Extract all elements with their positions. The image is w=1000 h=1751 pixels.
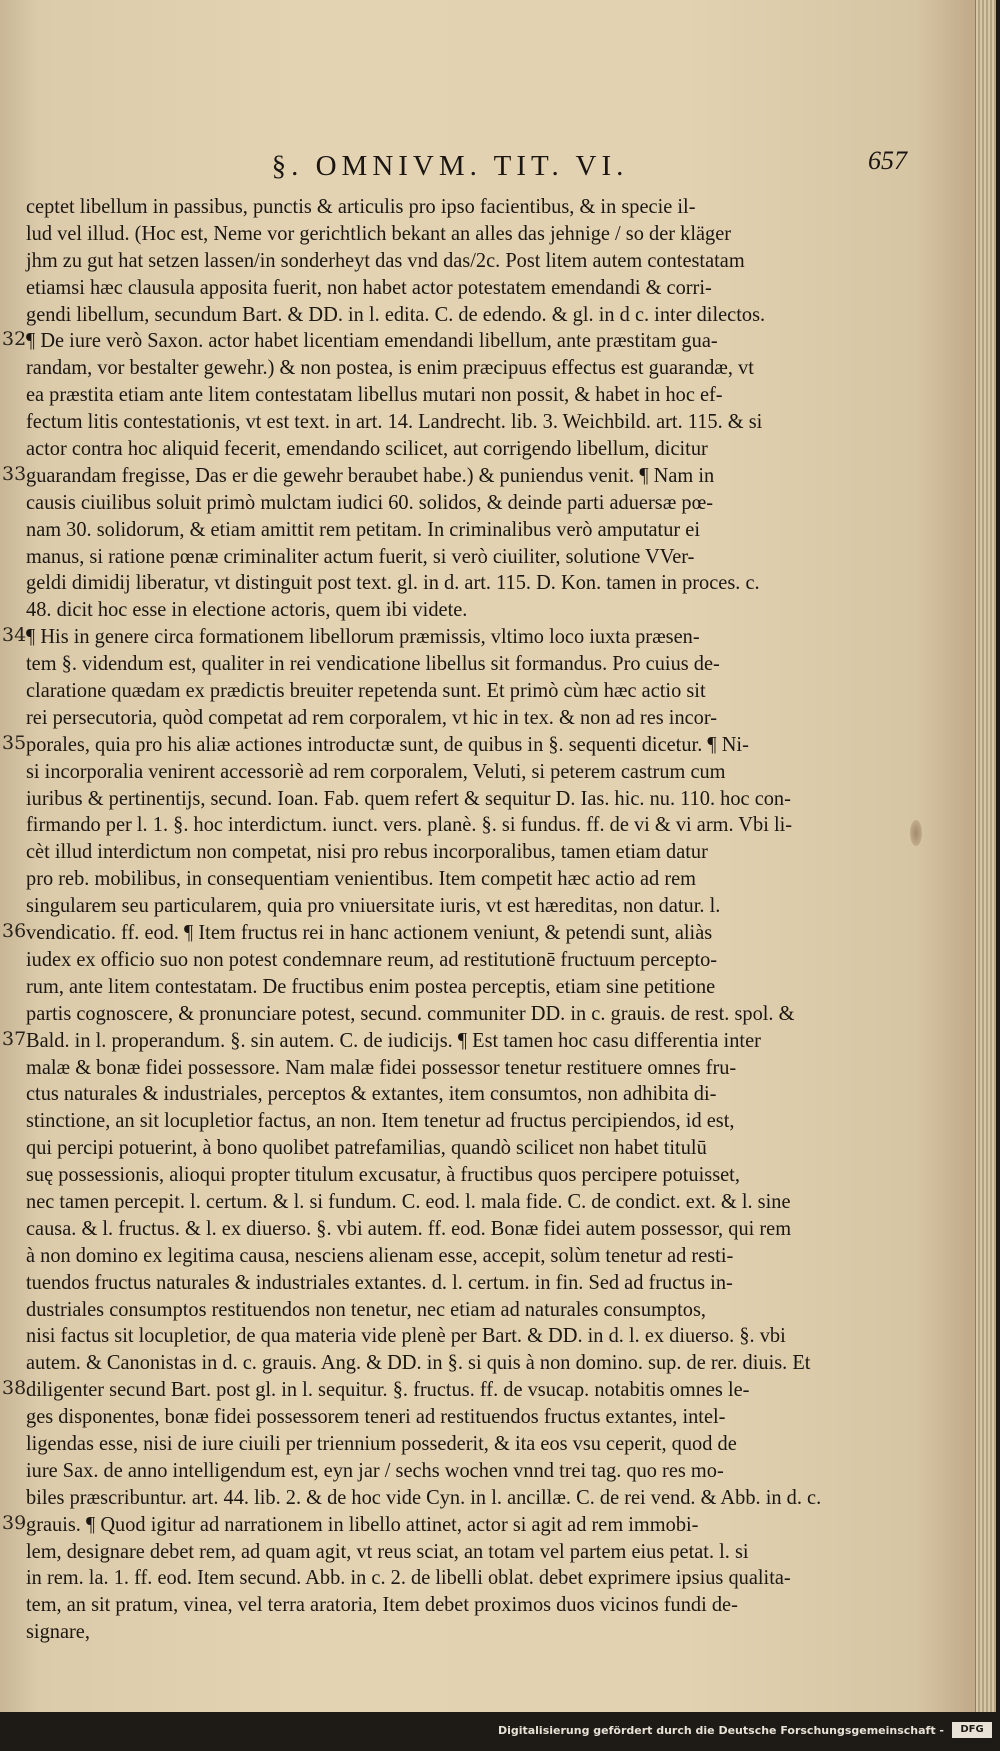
text-line — [26, 544, 976, 571]
text-line — [26, 1404, 976, 1431]
line-text: dustriales consumptos restituendos non tenetur, nec etiam ad naturales consumptos, — [26, 1298, 706, 1321]
body-text — [2, 194, 976, 1646]
line-text: firmando per l. 1. §. hoc interdictum. iunct. vers. planè. §. si fundus. ff. de vi & vi arm. Vbi li- — [26, 814, 793, 837]
footer-credit: Digitalisierung gefördert durch die Deutsche Forschungsgemeinschaft - — [497, 1724, 944, 1737]
line-text: fectum litis contestationis, vt est text. in art. 14. Landrecht. lib. 3. Weichbild. art. 115. & si — [26, 411, 763, 434]
line-text: tuendos fructus naturales & industriales extantes. d. l. certum. in fin. Sed ad fructus in- — [26, 1271, 733, 1294]
text-line — [26, 839, 976, 866]
margin-number: 38 — [2, 1377, 27, 1400]
line-text: geldi dimidij liberatur, vt distinguit post text. gl. in d. art. 115. D. Kon. tamen in proces. c. — [26, 572, 760, 595]
text-line — [26, 1565, 976, 1592]
text-line — [26, 490, 976, 517]
text-line — [2, 920, 976, 947]
text-line — [26, 1619, 976, 1646]
text-line — [26, 1216, 976, 1243]
text-line — [26, 651, 976, 678]
line-text: cèt illud interdictum non competat, nisi pro rebus incorporalibus, tamen etiam datur — [26, 841, 708, 864]
text-line — [26, 1458, 976, 1485]
line-text: nisi factus sit locupletior, de qua materia vide plenè per Bart. & DD. in d. l. ex diuerso. §. vbi — [26, 1325, 786, 1348]
text-line — [26, 1108, 976, 1135]
margin-number: 33 — [2, 462, 27, 485]
line-text: lud vel illud. (Hoc est, Neme vor gerichtlich bekant an alles das jehnige / so der kläger — [26, 222, 732, 245]
text-line — [26, 194, 976, 221]
margin-number: 36 — [2, 920, 27, 943]
line-text: rum, ante litem contestatam. De fructibus enim postea perceptis, etiam sine petitione — [26, 975, 716, 998]
text-line — [26, 248, 976, 275]
text-line — [26, 221, 976, 248]
line-text: iure Sax. de anno intelligendum est, eyn jar / sechs wochen vnnd trei tag. quo res mo- — [26, 1459, 724, 1482]
text-line — [2, 462, 976, 490]
line-text: jhm zu gut hat setzen lassen/in sonderheyt das vnd das/2c. Post litem autem contestatam — [26, 249, 745, 272]
text-line — [26, 302, 976, 329]
text-line — [26, 382, 976, 409]
text-line — [2, 731, 976, 759]
text-line — [26, 1539, 976, 1566]
text-line — [26, 705, 976, 732]
margin-number: 35 — [2, 731, 27, 754]
margin-number: 39 — [2, 1511, 27, 1534]
text-line — [26, 1323, 976, 1350]
text-line — [26, 678, 976, 705]
line-text: grauis. ¶ Quod igitur ad narrationem in libello attinet, actor si agit ad rem immobi- — [26, 1513, 699, 1536]
text-line — [26, 436, 976, 463]
line-text: vendicatio. ff. eod. ¶ Item fructus rei in hanc actionem veniunt, & petendi sunt, aliàs — [26, 922, 713, 945]
text-line — [26, 517, 976, 544]
running-title: §. OMNIVM. TIT. VI. — [271, 150, 629, 182]
line-text: stinctione, an sit locupletior factus, an non. Item tenetur ad fructus percipiendos, id est, — [26, 1110, 735, 1133]
line-text: singularem seu particularem, quia pro vniuersitate iuris, vt est hæreditas, non datur. l. — [26, 895, 721, 918]
line-text: tem §. videndum est, qualiter in rei vendicatione libellus sit formandus. Pro cuius de- — [26, 653, 720, 676]
line-text: gendi libellum, secundum Bart. & DD. in l. edita. C. de edendo. & gl. in d c. inter dilectos. — [26, 303, 766, 326]
line-text: autem. & Canonistas in d. c. grauis. Ang. & DD. in §. si quis à non domino. sup. de rer. diuis. Et — [26, 1352, 811, 1375]
text-line — [26, 1350, 976, 1377]
line-text: nec tamen percepit. l. certum. & l. si fundum. C. eod. l. mala fide. C. de condict. ext. & l. sine — [26, 1190, 791, 1213]
margin-number: 34 — [2, 624, 27, 647]
line-text: 48. dicit hoc esse in electione actoris, quem ibi videte. — [26, 599, 468, 622]
line-text: partis cognoscere, & pronunciare potest, secund. communiter DD. in c. grauis. de rest. spol. & — [26, 1002, 795, 1025]
line-text: in rem. la. 1. ff. eod. Item secund. Abb. in c. 2. de libelli oblat. debet exprimere ipsius qualita- — [26, 1567, 791, 1590]
text-line — [2, 1027, 976, 1055]
line-text: Bald. in l. properandum. §. sin autem. C. de iudicijs. ¶ Est tamen hoc casu differentia inter — [26, 1029, 761, 1052]
line-text: lem, designare debet rem, ad quam agit, vt reus sciat, an totam vel partem eius petat. l. si — [26, 1540, 749, 1563]
line-text: iudex ex officio suo non potest condemnare reum, ad restitutionē fructuum percepto- — [26, 948, 718, 971]
text-line — [26, 866, 976, 893]
text-line — [26, 1055, 976, 1082]
text-line — [26, 1001, 976, 1028]
text-line — [26, 409, 976, 436]
text-line — [2, 1377, 976, 1404]
footer-bar — [0, 1712, 1000, 1751]
page-number: 657 — [868, 146, 907, 175]
text-line — [26, 1162, 976, 1189]
line-text: claratione quædam ex prædictis breuiter repetenda sunt. Et primò cùm hæc actio sit — [26, 680, 706, 703]
text-line — [26, 1189, 976, 1216]
text-line — [26, 893, 976, 920]
line-text: ligendas esse, nisi de iure ciuili per triennium possederit, & ita eos vsu ceperit, quod de — [26, 1432, 737, 1455]
margin-number: 32 — [2, 328, 27, 351]
line-text: malæ & bonæ fidei possessore. Nam malæ fidei possessor tenetur restituere omnes fru- — [26, 1056, 737, 1079]
text-line — [26, 1592, 976, 1619]
line-text: rei persecutoria, quòd competat ad rem corporalem, vt hic in tex. & non ad res incor- — [26, 706, 718, 729]
text-line — [26, 1485, 976, 1512]
line-text: pro reb. mobilibus, in consequentiam venientibus. Item competit hæc actio ad rem — [26, 868, 697, 891]
line-text: diligenter secund Bart. post gl. in l. sequitur. §. fructus. ff. de vsucap. notabitis omnes le- — [26, 1379, 750, 1402]
text-line — [26, 1431, 976, 1458]
line-text: à non domino ex legitima causa, nesciens alienam esse, accepit, solùm tenetur ad resti- — [26, 1244, 734, 1267]
line-text: ea præstita etiam ante litem contestatam libellus mutari non possit, & habet in hoc ef- — [26, 384, 723, 407]
text-line — [26, 812, 976, 839]
dfg-logo: DFG — [952, 1722, 992, 1738]
line-text: etiamsi hæc clausula apposita fuerit, non habet actor potestatem emendandi & corri- — [26, 276, 712, 299]
margin-number: 37 — [2, 1027, 27, 1050]
line-text: signare, — [26, 1621, 90, 1644]
text-line — [26, 947, 976, 974]
line-text: suę possessionis, alioqui propter titulum excusatur, à fructibus quos percipere potuisset, — [26, 1164, 740, 1187]
line-text: randam, vor bestalter gewehr.) & non postea, is enim præcipuus effectus est guarandæ, vt — [26, 357, 754, 380]
line-text: nam 30. solidorum, & etiam amittit rem petitam. In criminalibus verò amputatur ei — [26, 518, 700, 541]
text-line — [26, 759, 976, 786]
line-text: ceptet libellum in passibus, punctis & articulis pro ipso facientibus, & in specie il- — [26, 196, 696, 218]
text-line — [26, 275, 976, 302]
text-line — [26, 1270, 976, 1297]
text-line — [26, 355, 976, 382]
line-text: actor contra hoc aliquid fecerit, emendando scilicet, aut corrigendo libellum, dicitur — [26, 438, 708, 461]
line-text: causa. & l. fructus. & l. ex diuerso. §. vbi autem. ff. eod. Bonæ fidei autem possessor, qui rem — [26, 1217, 792, 1240]
text-line — [26, 1081, 976, 1108]
line-text: ¶ His in genere circa formationem libellorum præmissis, vltimo loco iuxta præsen- — [26, 626, 700, 649]
text-line — [2, 624, 976, 651]
text-line — [26, 597, 976, 624]
line-text: si incorporalia venirent accessoriè ad rem corporalem, Veluti, si peterem castrum cum — [26, 760, 726, 783]
text-line — [26, 786, 976, 813]
text-line — [26, 974, 976, 1001]
text-line — [26, 570, 976, 597]
line-text: manus, si ratione pœnæ criminaliter actum fuerit, si verò ciuiliter, solutione VVer- — [26, 545, 695, 568]
text-line — [26, 1297, 976, 1324]
ink-blot — [910, 820, 922, 846]
text-line — [2, 1511, 976, 1539]
line-text: qui percipi potuerint, à bono quolibet patrefamilias, quandò scilicet non habet titulū — [26, 1137, 707, 1160]
line-text: causis ciuilibus soluit primò mulctam iudici 60. solidos, & deinde parti aduersæ pœ- — [26, 491, 714, 514]
line-text: biles præscribuntur. art. 44. lib. 2. & de hoc vide Cyn. in l. ancillæ. C. de rei vend. & Abb. in d. c. — [26, 1486, 822, 1509]
text-line — [26, 1135, 976, 1162]
text-line — [2, 328, 976, 355]
page-edge — [975, 0, 996, 1712]
line-text: ctus naturales & industriales, perceptos & extantes, item consumtos, non adhibita di- — [26, 1083, 717, 1106]
line-text: ges disponentes, bonæ fidei possessorem teneri ad restituendos fructus extantes, intel- — [26, 1406, 726, 1429]
line-text: tem, an sit pratum, vinea, vel terra aratoria, Item debet proximos duos vicinos fundi de- — [26, 1594, 738, 1617]
line-text: ¶ De iure verò Saxon. actor habet licentiam emendandi libellum, ante præstitam gua- — [26, 330, 718, 353]
line-text: guarandam fregisse, Das er die gewehr beraubet habe.) & puniendus venit. ¶ Nam in — [26, 464, 715, 487]
text-line — [26, 1243, 976, 1270]
line-text: porales, quia pro his aliæ actiones introductæ sunt, de quibus in §. sequenti dicetur. ¶ Ni- — [26, 733, 749, 756]
line-text: iuribus & pertinentijs, secund. Ioan. Fab. quem refert & sequitur D. Ias. hic. nu. 110. hoc con- — [26, 787, 791, 810]
